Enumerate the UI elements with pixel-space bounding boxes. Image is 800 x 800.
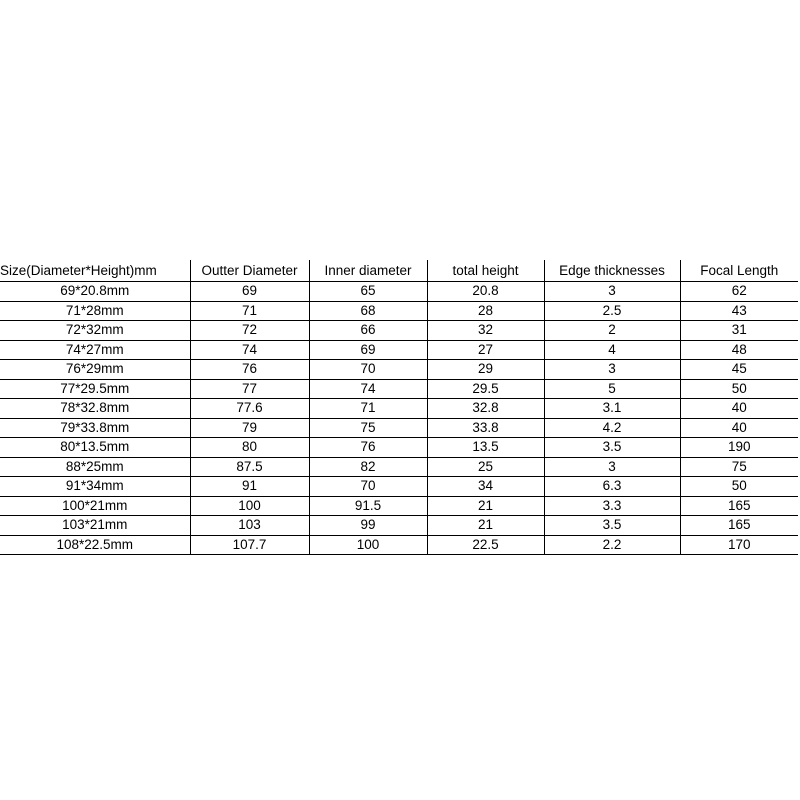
cell-focal-length: 48: [680, 340, 798, 360]
cell-outer-diameter: 77.6: [190, 399, 309, 419]
cell-total-height: 21: [427, 496, 544, 516]
cell-focal-length: 50: [680, 379, 798, 399]
cell-outer-diameter: 91: [190, 477, 309, 497]
header-total-height: total height: [427, 260, 544, 282]
header-inner-diameter: Inner diameter: [309, 260, 427, 282]
cell-edge-thickness: 2: [544, 321, 680, 341]
cell-edge-thickness: 4.2: [544, 418, 680, 438]
cell-size: 91*34mm: [65, 478, 124, 494]
cell-total-height: 32.8: [427, 399, 544, 419]
cell-total-height: 20.8: [427, 282, 544, 302]
cell-focal-length: 31: [680, 321, 798, 341]
cell-size: 100*21mm: [62, 497, 128, 513]
cell-outer-diameter: 74: [190, 340, 309, 360]
cell-edge-thickness: 3: [544, 360, 680, 380]
cell-inner-diameter: 82: [309, 457, 427, 477]
table-row: [0, 418, 798, 438]
cell-size: 72*32mm: [65, 322, 124, 338]
cell-total-height: 13.5: [427, 438, 544, 458]
cell-edge-thickness: 4: [544, 340, 680, 360]
table-row: [0, 340, 798, 360]
cell-edge-thickness: 3.3: [544, 496, 680, 516]
cell-inner-diameter: 76: [309, 438, 427, 458]
table-row: [0, 379, 798, 399]
cell-total-height: 27: [427, 340, 544, 360]
table-row: [0, 496, 798, 516]
cell-outer-diameter: 87.5: [190, 457, 309, 477]
cell-total-height: 34: [427, 477, 544, 497]
cell-size: 71*28mm: [65, 302, 124, 318]
cell-edge-thickness: 3.5: [544, 516, 680, 536]
cell-total-height: 33.8: [427, 418, 544, 438]
table-row: [0, 457, 798, 477]
cell-size: 88*25mm: [65, 458, 124, 474]
cell-size: 77*29.5mm: [60, 380, 130, 396]
cell-outer-diameter: 103: [190, 516, 309, 536]
table-row: [0, 477, 798, 497]
header-edge-thickness: Edge thicknesses: [544, 260, 680, 282]
cell-inner-diameter: 70: [309, 360, 427, 380]
table-row: [0, 438, 798, 458]
cell-total-height: 32: [427, 321, 544, 341]
cell-focal-length: 190: [680, 438, 798, 458]
cell-inner-diameter: 69: [309, 340, 427, 360]
cell-inner-diameter: 65: [309, 282, 427, 302]
cell-edge-thickness: 3: [544, 282, 680, 302]
cell-inner-diameter: 68: [309, 301, 427, 321]
cell-focal-length: 165: [680, 496, 798, 516]
table-row: [0, 282, 798, 302]
cell-outer-diameter: 69: [190, 282, 309, 302]
cell-inner-diameter: 74: [309, 379, 427, 399]
cell-inner-diameter: 91.5: [309, 496, 427, 516]
cell-inner-diameter: 66: [309, 321, 427, 341]
cell-size: 103*21mm: [62, 517, 128, 533]
cell-outer-diameter: 71: [190, 301, 309, 321]
cell-outer-diameter: 107.7: [190, 535, 309, 555]
header-size: Size(Diameter*Height)mm: [0, 262, 157, 278]
cell-total-height: 21: [427, 516, 544, 536]
cell-edge-thickness: 3: [544, 457, 680, 477]
cell-size: 74*27mm: [65, 341, 124, 357]
cell-edge-thickness: 3.5: [544, 438, 680, 458]
cell-outer-diameter: 79: [190, 418, 309, 438]
cell-edge-thickness: 2.2: [544, 535, 680, 555]
cell-focal-length: 165: [680, 516, 798, 536]
cell-focal-length: 40: [680, 418, 798, 438]
cell-inner-diameter: 75: [309, 418, 427, 438]
cell-focal-length: 40: [680, 399, 798, 419]
cell-outer-diameter: 80: [190, 438, 309, 458]
cell-total-height: 25: [427, 457, 544, 477]
cell-total-height: 22.5: [427, 535, 544, 555]
table-body: [0, 282, 798, 555]
cell-size: 69*20.8mm: [60, 283, 130, 299]
table-header: [0, 260, 798, 282]
table-row: [0, 301, 798, 321]
header-outer-diameter: Outter Diameter: [190, 260, 309, 282]
header-focal-length: Focal Length: [680, 260, 798, 282]
cell-outer-diameter: 77: [190, 379, 309, 399]
header-row: [0, 260, 798, 282]
table-row: [0, 321, 798, 341]
cell-size: 78*32.8mm: [60, 400, 130, 416]
cell-total-height: 28: [427, 301, 544, 321]
cell-focal-length: 75: [680, 457, 798, 477]
cell-inner-diameter: 99: [309, 516, 427, 536]
cell-focal-length: 62: [680, 282, 798, 302]
table-row: [0, 360, 798, 380]
cell-edge-thickness: 2.5: [544, 301, 680, 321]
table-row: [0, 516, 798, 536]
table-row: [0, 535, 798, 555]
cell-size: 79*33.8mm: [60, 419, 130, 435]
cell-size: 76*29mm: [65, 361, 124, 377]
cell-inner-diameter: 71: [309, 399, 427, 419]
cell-size: 108*22.5mm: [56, 536, 134, 552]
cell-focal-length: 43: [680, 301, 798, 321]
cell-outer-diameter: 72: [190, 321, 309, 341]
cell-total-height: 29.5: [427, 379, 544, 399]
cell-focal-length: 50: [680, 477, 798, 497]
cell-inner-diameter: 70: [309, 477, 427, 497]
table-row: [0, 399, 798, 419]
lens-spec-table: [0, 260, 798, 555]
cell-size: 80*13.5mm: [60, 439, 130, 455]
cell-total-height: 29: [427, 360, 544, 380]
cell-focal-length: 45: [680, 360, 798, 380]
cell-edge-thickness: 6.3: [544, 477, 680, 497]
cell-outer-diameter: 100: [190, 496, 309, 516]
cell-inner-diameter: 100: [309, 535, 427, 555]
cell-outer-diameter: 76: [190, 360, 309, 380]
cell-edge-thickness: 3.1: [544, 399, 680, 419]
cell-edge-thickness: 5: [544, 379, 680, 399]
cell-focal-length: 170: [680, 535, 798, 555]
